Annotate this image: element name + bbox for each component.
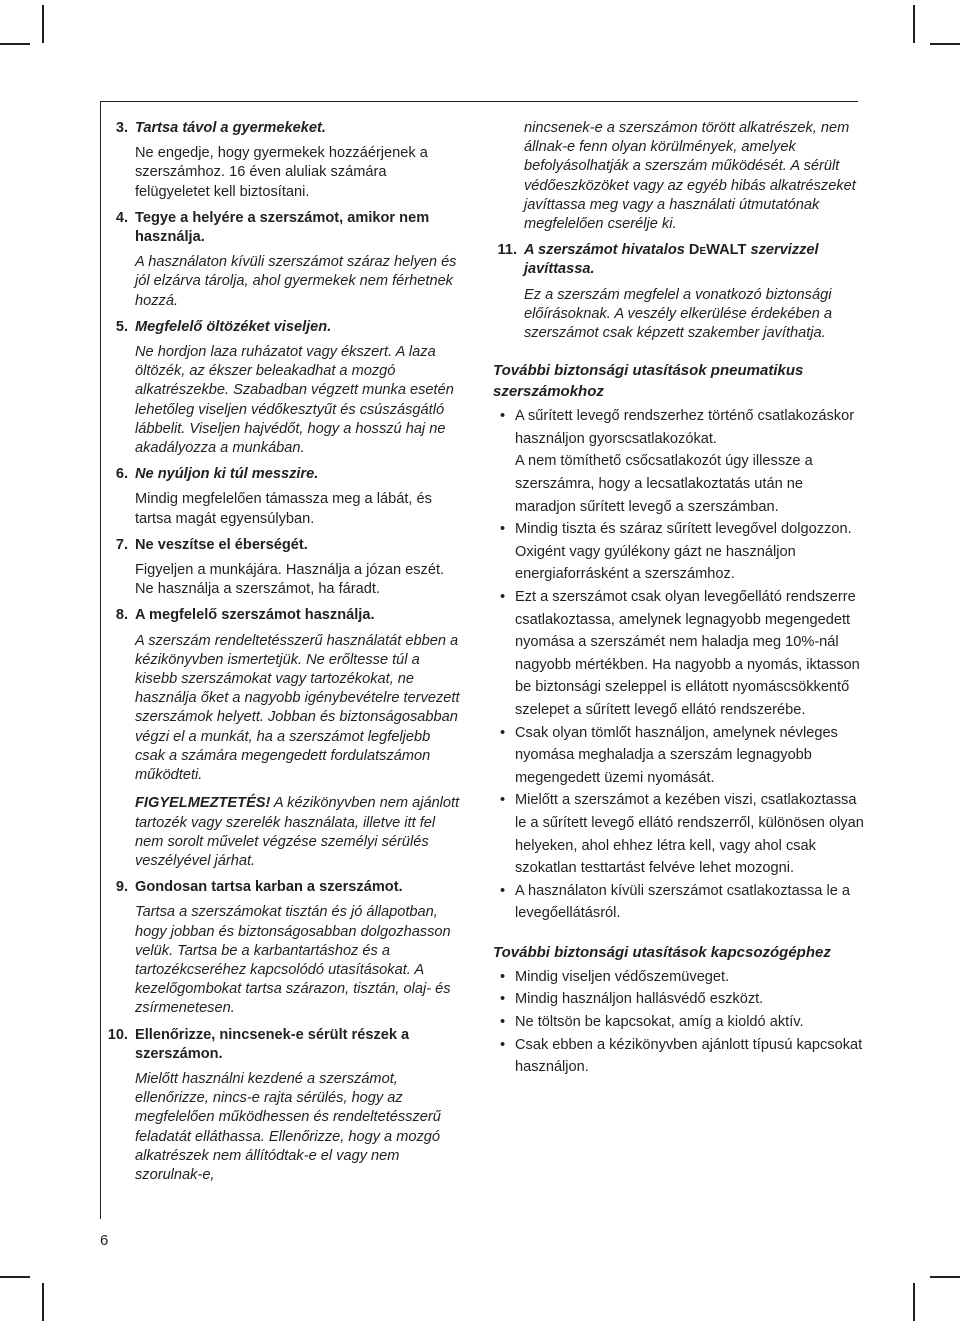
bullet-item [493,518,865,586]
safety-item-10-continued [493,119,865,234]
item-title: Ne nyúljon ki túl messzire. [135,466,319,483]
bullet-dot-icon: • [500,521,506,538]
bullet-dot-icon: • [500,991,506,1008]
bullet-dot-icon: • [500,588,506,605]
item-body: Mielőtt használni kezdené a szerszámot, ellenőrizze, nincs-e rajta sérülés, hogy az megfelelően működhessen és rendeltetésszerű feladatát elláthassa. Ellenőrizze, hogy a mozgó alkatrészek nem állítódtak-e el vagy nem szorulnak-e, [135,1070,441,1183]
bullet-item [493,1011,865,1034]
safety-item-7 [104,536,460,600]
crop-mark-bottom-right-h [930,1276,960,1278]
bullet-item [493,1034,865,1079]
item-title: Ne veszítse el éberségét. [135,536,308,553]
bullet-item [493,789,865,879]
bullet-dot-icon: • [500,1036,506,1053]
crop-mark-top-left [42,5,44,43]
bullet-item [493,405,865,518]
item-number: 3. [115,120,128,136]
item-body: Figyeljen a munkájára. Használja a józan eszét. Ne használja a szerszámot, ha fáradt. [135,562,445,598]
item-number: 7. [115,536,128,553]
crop-mark-top-right [913,5,915,43]
item-body: Ne hordjon laza ruházatot vagy ékszert. A laza öltözék, az ékszer beleakadhat a mozgó alkatrészekbe. Szabadban végzett munka esetén lehetőleg viseljen védőkesztyűt és csúszásgátló lábbelit. Viseljen hajvédőt, hogy a hosszú haj ne akadályozza a munkában. [135,344,454,457]
item-body: A használaton kívüli szerszámot száraz helyen és jól elzárva tárolja, ahol gyermekek nem férhetnek hozzá. [135,254,457,309]
item-title: Megfelelő öltözéket viseljen. [135,318,332,335]
item-title: A szerszámot hivatalos DeWALT szervizzel javíttassa. [524,242,819,278]
brand-name: DeWALT [688,242,747,259]
safety-item-9 [104,878,460,1018]
item-number: 5. [115,318,128,335]
crop-mark-top-right-h [930,43,960,45]
bullet-text: A használaton kívüli szerszámot csatlakoztassa le a levegőellátásról. [515,882,851,922]
warning-label: FIGYELMEZTETÉS! [135,795,271,812]
safety-item-6 [104,465,460,529]
left-margin-rule [100,101,101,1219]
item-body: Ez a szerszám megfelel a vonatkozó biztonsági előírásoknak. A veszély elkerülése érdekében a szerszámot csak képzett szakember javíthatja. [524,286,832,342]
item-number: 11. [497,242,517,259]
bullet-item [493,880,865,925]
item-body: Tartsa a szerszámokat tisztán és jó állapotban, hogy jobban és biztonságosabban dolgozhasson velük. Tartsa be a karbantartáshoz és a tartozékcseréhez kapcsolódó utasításokat. A kezelőgombokat tartsa szárazon, tisztán, olaj- és zsírmenetesen. [135,904,451,1017]
page-number: 6 [100,1232,109,1249]
crop-mark-bottom-right [913,1283,915,1321]
bullet-text: Mindig használjon hallásvédő eszközt. [515,991,764,1008]
bullet-text: Ne töltsön be kapcsokat, amíg a kioldó aktív. [515,1014,804,1031]
left-column [104,119,460,1185]
safety-item-5 [104,318,460,458]
bullet-text: A sűrített levegő rendszerhez történő csatlakozáskor használjon gyorscsatlakozókat. [515,408,855,447]
item-title: Ellenőrizze, nincsenek-e sérült részek a szerszámon. [135,1026,410,1062]
safety-item-11 [493,241,865,343]
crop-mark-bottom-left-h [0,1276,30,1278]
item-number: 9. [115,879,128,896]
bullet-text: Ezt a szerszámot csak olyan levegőellátó rendszerre csatlakoztassa, amelynek legnagyobb megengedett nyomása a szerszámét nem haladja meg 10%-nál nagyobb mértékben. Ha nagyobb a nyomás, iktasson be biztonsági szeleppel is ellátott nyomáscsökkentő szelepet a sűrített levegő ellátó rendszerébe. [515,588,860,718]
bullet-dot-icon: • [500,408,506,425]
bullet-dot-icon: • [500,724,506,741]
warning-paragraph [135,794,460,871]
safety-item-4 [104,209,460,311]
item-body: Mindig megfelelően támassza meg a lábát, és tartsa magát egyensúlyban. [135,491,432,527]
right-column [493,119,865,1079]
item-title: A megfelelő szerszámot használja. [135,607,375,624]
crop-mark-bottom-left [42,1283,44,1321]
bullet-dot-icon: • [500,1014,506,1031]
bullet-text: Mielőtt a szerszámot a kezében viszi, csatlakoztassa le a sűrített levegő ellátó rendszerről, különösen olyan helyeken, ahol ehhez létra kell, vagy ahol csak szokatlan testtartást felvéve lehet mozogni. [515,792,864,877]
safety-item-8 [104,606,460,871]
item-title: Tegye a helyére a szerszámot, amikor nem használja. [135,209,430,246]
item-title: Tartsa távol a gyermekeket. [135,120,326,136]
bullet-item [493,586,865,722]
bullet-dot-icon: • [500,792,506,809]
bullet-text: Csak olyan tömlőt használjon, amelynek névleges nyomása meghaladja a szerszám legnagyobb megengedett üzemi nyomását. [515,724,838,786]
item-body-continued: nincsenek-e a szerszámon törött alkatrészek, nem állnak-e fenn olyan körülmények, amelyek befolyásolhatják a szerszám működését. A sérült védőeszközöket vagy az egyéb hibás alkatrészeket javíttassa meg vagy a használati útmutatónak megfelelően cserélje ki. [524,120,856,233]
bullet-item [493,966,865,989]
item-body: A szerszám rendeltetésszerű használatát ebben a kézikönyvben ismertetjük. Ne erőltesse túl a kisebb szerszámokat vagy tartozékokat, ne használja őket a nagyobb igénybevételre tervezett szerszámok helyett. Jobban és biztonságosabban végzi el a munkát, ha a szerszámot legfeljebb csak a számára megengedett fordulatszámon működteti. [135,632,460,784]
crop-mark-top-left-h [0,43,30,45]
header-rule [100,101,858,102]
safety-item-10 [104,1026,460,1186]
item-number: 6. [115,466,128,483]
item-number: 8. [115,607,128,624]
bullet-text: Mindig tiszta és száraz sűrített levegővel dolgozzon. Oxigént vagy gyúlékony gázt ne használjon energiaforrásként a szerszámhoz. [515,521,852,583]
item-number: 10. [107,1026,128,1043]
bullet-dot-icon: • [500,968,506,985]
section-heading-staples: További biztonsági utasítások kapcsozógéphez [493,943,831,961]
bullet-text: Mindig viseljen védőszemüveget. [515,968,730,985]
bullet-dot-icon: • [500,882,506,899]
bullet-item [493,722,865,790]
item-body: Ne engedje, hogy gyermekek hozzáérjenek a szerszámhoz. 16 éven aluliak számára felügyeletet kell biztosítani. [135,145,428,200]
pneumatic-bullet-list [493,405,865,925]
item-title: Gondosan tartsa karban a szerszámot. [135,879,403,896]
safety-item-3 [104,119,460,202]
warning-text: A kézikönyvben nem ajánlott tartozék vagy szerelék használata, illetve itt fel nem sorolt művelet végzése személyi sérülés veszélyével járhat. [135,795,460,869]
bullet-text: A nem tömíthető csőcsatlakozót úgy illessze a szerszámra, hogy a lecsatlakoztatás után ne maradjon sűrített levegő a szerszámban. [515,453,813,515]
item-number: 4. [115,209,128,226]
staples-bullet-list [493,966,865,1079]
section-heading-pneumatic: További biztonsági utasítások pneumatikus szerszámokhoz [493,362,804,401]
bullet-text: Csak ebben a kézikönyvben ajánlott típusú kapcsokat használjon. [515,1036,863,1076]
bullet-item [493,988,865,1011]
